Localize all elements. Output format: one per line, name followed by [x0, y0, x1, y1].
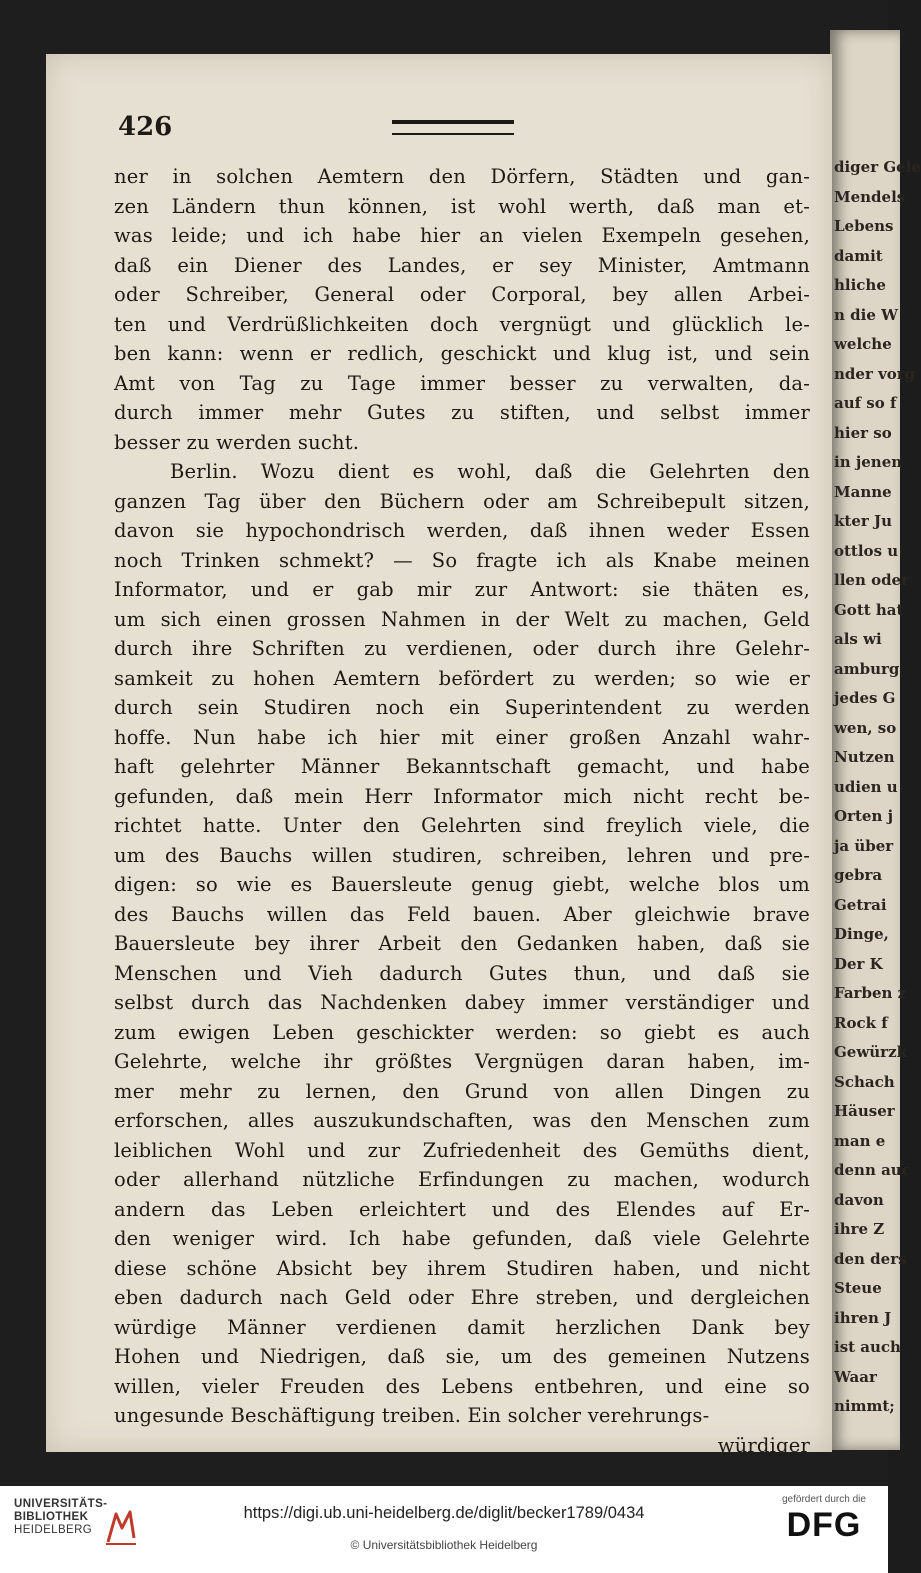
text-line: digen: so wie es Bauersleute genug giebt, welche blos um — [114, 873, 810, 896]
adjacent-page-fragment: hliche — [834, 276, 886, 294]
adjacent-page-fragment: n die W — [834, 305, 898, 324]
text-line: durch immer mehr Gutes zu stiften, und selbst immer — [114, 401, 810, 424]
adjacent-page-edge — [830, 30, 921, 1450]
adjacent-page-fragment: udien u — [834, 777, 898, 796]
adjacent-page-fragment: kter Ju — [834, 512, 892, 530]
adjacent-page-fragment: Gott hat — [834, 600, 904, 619]
funding-caption: gefördert durch die — [782, 1494, 866, 1505]
text-line: samkeit zu hohen Aemtern befördert zu werden; so wie er — [114, 666, 810, 690]
text-line: haft gelehrter Männer Bekanntschaft gemacht, und habe — [114, 755, 810, 778]
text-line: würdige Männer verdienen damit herzlichen Dank bey — [114, 1315, 810, 1339]
viewer-footer — [0, 1486, 888, 1573]
text-line: um des Bauchs willen studiren, schreiben, lehren und pre- — [114, 843, 810, 867]
header-rule — [392, 120, 514, 135]
adjacent-page-fragment: hier so — [834, 423, 892, 442]
adjacent-page-fragment: in jenen — [834, 453, 903, 471]
text-line: selbst durch das Nachdenken dabey immer verständiger und — [114, 991, 810, 1014]
text-line: ganzen Tag über den Büchern oder am Schreibepult sitzen, — [114, 489, 810, 513]
adjacent-page-fragment: llen oder — [834, 571, 910, 589]
adjacent-page-fragment: den ders — [834, 1249, 907, 1268]
text-line: ungesunde Beschäftigung treiben. Ein solcher verehrungs- — [114, 1404, 710, 1427]
text-line: besser zu werden sucht. — [114, 430, 360, 454]
adjacent-page-fragment: nder vorg — [834, 364, 916, 383]
adjacent-page-fragment: Manne — [834, 482, 892, 501]
adjacent-page-fragment: Schach — [834, 1072, 895, 1091]
adjacent-page-fragment: wen, so — [834, 718, 897, 737]
text-line: oder Schreiber, General oder Corporal, bey allen Arbei- — [114, 283, 810, 306]
text-line: um sich einen grossen Nahmen in der Welt zu machen, Geld — [114, 607, 810, 631]
text-line: Informator, und er gab mir zur Antwort: sie thäten es, — [114, 578, 810, 601]
text-line: den weniger wird. Ich habe gefunden, daß viele Gelehrte — [114, 1227, 810, 1250]
adjacent-page-fragment: diger Gele — [834, 158, 921, 176]
text-line: zum ewigen Leben geschickter werden: so giebt es auch — [114, 1020, 810, 1044]
text-line: Hohen und Niedrigen, daß sie, um des gemeinen Nutzens — [114, 1345, 810, 1368]
text-line: ben kann: wenn er redlich, geschickt und klug ist, und sein — [114, 342, 810, 365]
adjacent-page-fragment: Waar — [834, 1367, 877, 1386]
library-name-line: HEIDELBERG — [14, 1524, 93, 1536]
text-line: willen, vieler Freuden des Lebens entbehren, und eine so — [114, 1374, 810, 1398]
adjacent-page-fragment: amburg — [834, 659, 900, 678]
library-name-line: BIBLIOTHEK — [14, 1511, 89, 1523]
text-line: was leide; und ich habe hier an vielen Exempeln gesehen, — [114, 224, 810, 247]
adjacent-page-fragment: damit — [834, 246, 883, 265]
text-line: ten und Verdrüßlichkeiten doch vergnügt und glücklich le- — [114, 312, 810, 336]
adjacent-page-fragment: davon — [834, 1190, 884, 1209]
dfg-logo: DFG — [786, 1506, 862, 1544]
catchword: würdiger — [717, 1433, 810, 1457]
text-line: Gelehrte, welche ihr größtes Vergnügen daran haben, im- — [114, 1050, 810, 1073]
adjacent-page-fragment: Orten j — [834, 807, 893, 825]
text-line: zen Ländern thun können, ist wohl werth, daß man et- — [114, 194, 810, 218]
text-line: des Bauchs willen das Feld bauen. Aber gleichwie brave — [114, 902, 810, 926]
adjacent-page-fragment: Nutzen — [834, 748, 895, 766]
text-line: davon sie hypochondrisch werden, daß ihnen weder Essen — [114, 519, 810, 542]
adjacent-page-fragment: welche — [834, 335, 892, 353]
text-line: hoffe. Nun habe ich hier mit einer großen Anzahl wahr- — [114, 725, 810, 749]
text-line: durch ihre Schriften zu verdienen, oder durch ihre Gelehr- — [114, 637, 810, 660]
text-line: Menschen und Vieh dadurch Gutes thun, und daß sie — [114, 961, 810, 985]
adjacent-page-fragment: Gewürzk — [834, 1043, 907, 1061]
text-line: diese schöne Absicht bey ihrem Studiren haben, und nicht — [114, 1256, 810, 1280]
adjacent-page-fragment: Der K — [834, 954, 883, 973]
text-line: leiblichen Wohl und zur Zufriedenheit des Gemüths dient, — [114, 1138, 810, 1162]
adjacent-page-fragment: auf so f — [834, 394, 897, 412]
text-line: eben dadurch nach Geld oder Ehre streben, und dergleichen — [114, 1286, 810, 1309]
adjacent-page-fragment: Dinge, — [834, 925, 889, 943]
text-line: ner in solchen Aemtern den Dörfern, Städten und gan- — [114, 165, 810, 188]
text-line: Berlin. Wozu dient es wohl, daß die Gelehrten den — [170, 460, 810, 483]
page-number: 426 — [118, 112, 173, 142]
funder-block — [782, 1494, 866, 1545]
adjacent-page-fragment: Lebens — [834, 217, 894, 235]
text-line: daß ein Diener des Landes, er sey Minister, Amtmann — [114, 253, 810, 277]
adjacent-page-fragment: Mendels — [834, 187, 906, 206]
text-line: noch Trinken schmekt? — So fragte ich als Knabe meinen — [114, 548, 810, 572]
page-text — [114, 162, 810, 1460]
adjacent-page-fragment: Häuser — [834, 1102, 895, 1120]
adjacent-page-fragment: man e — [834, 1131, 886, 1150]
text-line: andern das Leben erleichtert und des Elendes auf Er- — [114, 1197, 810, 1221]
adjacent-page-fragment: jedes G — [834, 689, 896, 707]
text-line: richtet hatte. Unter den Gelehrten sind freylich viele, die — [114, 814, 810, 837]
adjacent-page-fragment: ottlos u — [834, 541, 899, 560]
adjacent-page-fragment: Getrai — [834, 895, 887, 914]
adjacent-page-fragment: ja über — [834, 836, 894, 855]
adjacent-page-fragment: Steue — [834, 1279, 882, 1297]
text-line: mer mehr zu lernen, den Grund von allen Dingen zu — [114, 1079, 810, 1103]
adjacent-page-fragment: Farben z — [834, 984, 907, 1002]
adjacent-page-fragment: ihren J — [834, 1308, 892, 1327]
text-line: oder allerhand nützliche Erfindungen zu machen, wodurch — [114, 1168, 810, 1191]
adjacent-page-fragment: gebra — [834, 866, 883, 884]
adjacent-page-fragment: Rock f — [834, 1013, 888, 1032]
text-line: Amt von Tag zu Tage immer besser zu verwalten, da- — [114, 371, 810, 395]
text-line: durch sein Studiren noch ein Superintendent zu werden — [114, 696, 810, 719]
adjacent-page-fragment: denn auc — [834, 1161, 911, 1179]
adjacent-page-fragment: als wi — [834, 630, 882, 648]
text-line: gefunden, daß mein Herr Informator mich nicht recht be- — [114, 784, 810, 808]
text-line: erforschen, alles auszukundschaften, was den Menschen zum — [114, 1109, 810, 1132]
library-name-line: UNIVERSITÄTS- — [14, 1498, 108, 1510]
adjacent-page-fragment: nimmt; — [834, 1397, 895, 1415]
copyright-notice: © Universitätsbibliothek Heidelberg — [350, 1538, 538, 1552]
page-sheet — [46, 54, 832, 1457]
adjacent-page-fragment: ihre Z — [834, 1220, 885, 1238]
adjacent-page-fragment: ist auch — [834, 1338, 901, 1356]
text-line: Bauersleute bey ihrer Arbeit den Gedanken haben, daß sie — [114, 932, 810, 955]
permalink-url[interactable]: https://digi.ub.uni-heidelberg.de/diglit/becker1789/0434 — [243, 1504, 645, 1522]
